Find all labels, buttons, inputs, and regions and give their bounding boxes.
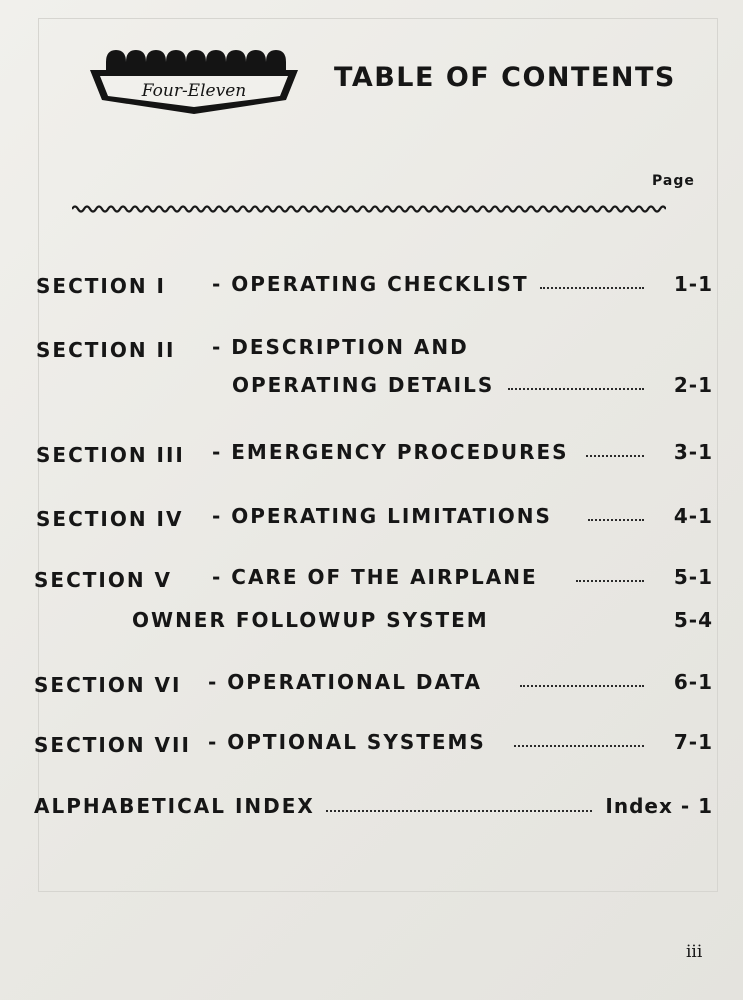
toc-desc-section-2: - DESCRIPTION AND: [212, 335, 469, 359]
toc-page-section-4: 4-1: [673, 504, 713, 528]
page-folio: iii: [686, 942, 703, 962]
toc-page-section-3: 3-1: [673, 440, 713, 464]
toc-leader: [508, 388, 644, 390]
toc-desc-section-1: - OPERATING CHECKLIST: [212, 272, 529, 296]
toc-label-section-3: SECTION III: [36, 443, 185, 467]
toc-leader: [326, 810, 592, 812]
toc-page-index: Index - 1: [605, 794, 713, 818]
toc-label-section-7: SECTION VII: [34, 733, 191, 757]
toc-label-section-2: SECTION II: [36, 338, 176, 362]
toc-leader: [520, 685, 644, 687]
toc-label-section-4: SECTION IV: [36, 507, 184, 531]
toc-label-section-6: SECTION VI: [34, 673, 182, 697]
wavy-divider: [72, 202, 666, 216]
toc-leader: [588, 519, 644, 521]
toc-label-index: ALPHABETICAL INDEX: [34, 794, 315, 818]
toc-page-section-7: 7-1: [673, 730, 713, 754]
toc-label-section-1: SECTION I: [36, 274, 166, 298]
four-eleven-logo: [88, 46, 300, 116]
toc-page-section-1: 1-1: [673, 272, 713, 296]
toc-desc-section-3: - EMERGENCY PROCEDURES: [212, 440, 569, 464]
page-title: TABLE OF CONTENTS: [334, 62, 676, 93]
logo-text: Four-Eleven: [141, 81, 247, 101]
toc-label-section-5: SECTION V: [34, 568, 173, 592]
toc-leader: [514, 745, 644, 747]
toc-page-section-6: 6-1: [673, 670, 713, 694]
toc-desc-section-7: - OPTIONAL SYSTEMS: [208, 730, 486, 754]
toc-leader: [586, 455, 644, 457]
toc-desc-section-4: - OPERATING LIMITATIONS: [212, 504, 552, 528]
toc-page-owner-followup: 5-4: [673, 608, 713, 632]
toc-desc-owner-followup: OWNER FOLLOWUP SYSTEM: [132, 608, 489, 632]
toc-desc-section-5: - CARE OF THE AIRPLANE: [212, 565, 538, 589]
toc-page-section-5: 5-1: [673, 565, 713, 589]
toc-leader: [576, 580, 644, 582]
page-column-header: Page: [652, 173, 695, 189]
toc-leader: [540, 287, 644, 289]
toc-desc-section-6: - OPERATIONAL DATA: [208, 670, 483, 694]
toc-desc-section-2-line2: OPERATING DETAILS: [232, 373, 495, 397]
toc-page-section-2: 2-1: [673, 373, 713, 397]
